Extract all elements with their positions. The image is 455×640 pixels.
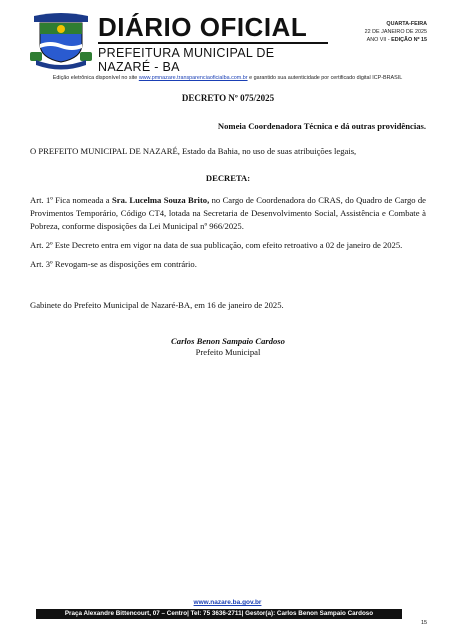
footer-address-bar: Praça Alexandre Bittencourt, 07 – Centro| Tel: 75 3636-2711| Gestor(a): Carlos Benon Sampaio Cardoso — [36, 609, 402, 619]
decree-ementa: Nomeia Coordenadora Técnica e dá outras providências. — [217, 121, 426, 131]
edition-prefix: ANO VII - — [366, 37, 390, 43]
article-1-rest: no Cargo de Coordenadora do CRAS, do Quadro de Cargo de Provimentos Temporário, Código CT4, lotada na Secretaria de Desenvolvimento Social, Assistência e Combate à Pobreza, conforme disposições da Lei Municipal nº 966/2025. — [30, 195, 427, 231]
masthead-subtitle: PREFEITURA MUNICIPAL DE NAZARÉ - BA — [98, 42, 328, 74]
edition-number: EDIÇÃO Nº 15 — [391, 37, 427, 43]
masthead-title: DIÁRIO OFICIAL — [98, 12, 308, 42]
article-1 — [30, 194, 426, 233]
gabinete-line: Gabinete do Prefeito Municipal de Nazaré-BA, em 16 de janeiro de 2025. — [30, 300, 284, 310]
article-2: Art. 2º Este Decreto entra em vigor na data de sua publicação, com efeito retroativo a 02 de janeiro de 2025. — [30, 240, 403, 250]
decree-body — [30, 92, 426, 358]
edition-info — [365, 20, 427, 44]
edition-date: 22 DE JANEIRO DE 2025 — [364, 29, 427, 35]
coat-of-arms-icon — [30, 10, 92, 70]
footer-url — [0, 599, 455, 606]
decreta-heading: DECRETA: — [205, 173, 251, 183]
appointee-name: Sra. Lucelma Souza Brito, — [111, 195, 210, 205]
edition-day: QUARTA-FEIRA — [386, 21, 427, 27]
decree-number: DECRETO Nº 075/2025 — [181, 93, 275, 103]
signer-name: Carlos Benon Sampaio Cardoso — [171, 336, 285, 346]
decree-intro: O PREFEITO MUNICIPAL DE NAZARÉ, Estado da Bahia, no uso de suas atribuições legais, — [30, 146, 357, 156]
article-1-start: Art. 1º Fica nomeada a — [30, 195, 112, 205]
authenticity-notice — [0, 75, 455, 81]
footer-site-link[interactable]: www.nazare.ba.gov.br — [193, 599, 262, 606]
notice-text-before: Edição eletrônica disponível no site — [52, 75, 138, 81]
page-number: 15 — [421, 620, 428, 626]
transparency-site-link[interactable]: www.pmnazare.transparenciaoficialba.com.br — [138, 75, 248, 81]
article-3: Art. 3º Revogam-se as disposições em contrário. — [30, 259, 197, 269]
notice-text-after: e garantido sua autenticidade por certificado digital ICP-BRASIL — [249, 75, 403, 81]
signature-block — [30, 336, 426, 358]
signer-role: Prefeito Municipal — [195, 347, 261, 357]
